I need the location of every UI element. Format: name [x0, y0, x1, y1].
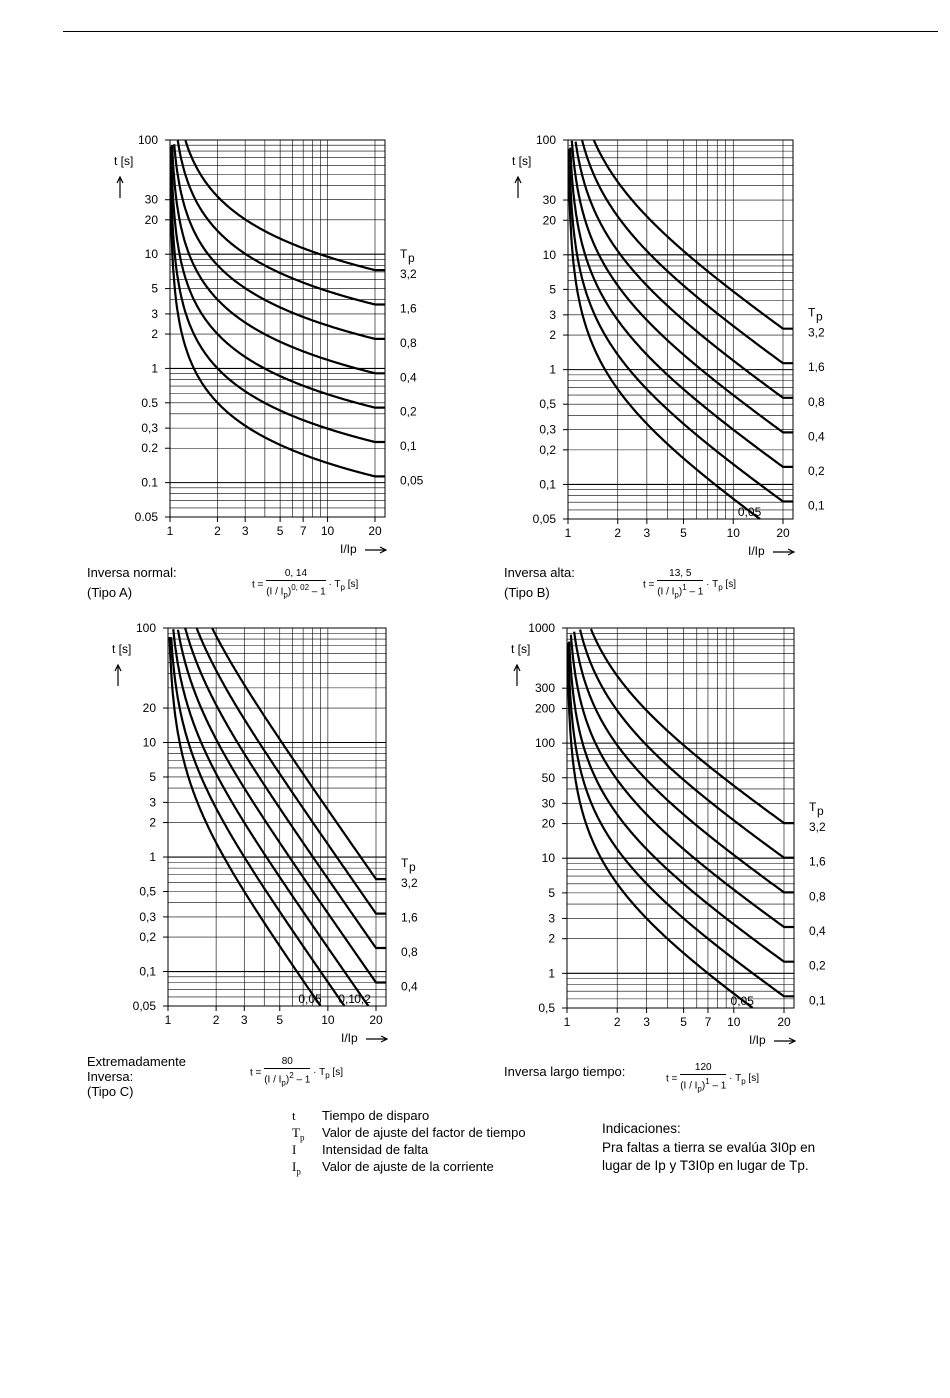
y-tick-label: 0,2 — [139, 930, 156, 945]
y-tick-label: 30 — [541, 796, 555, 811]
y-tick-label: 0,3 — [539, 422, 556, 437]
curve-tp-1,6 — [582, 140, 793, 363]
y-tick-label: 2 — [151, 327, 158, 342]
curve-tp-3,2 — [185, 141, 385, 271]
caption-line: Inversa largo tiempo: — [504, 1064, 626, 1079]
x-tick-label: 5 — [276, 1013, 284, 1027]
y-tick-label: 1 — [548, 966, 555, 981]
plot-frame — [170, 140, 385, 517]
y-tick-label: 100 — [135, 621, 156, 635]
tp-heading-sub: p — [409, 860, 416, 875]
y-tick-label: 0,05 — [132, 999, 156, 1013]
y-tick-label: 2 — [149, 815, 156, 830]
y-tick-label: 0,2 — [539, 442, 556, 457]
formula-numerator: 120 — [680, 1062, 726, 1075]
y-tick-label: 10 — [541, 851, 555, 866]
notes-title: Indicaciones: — [602, 1121, 681, 1136]
curve-tp-0,8 — [174, 144, 385, 339]
y-axis-arrow — [514, 665, 520, 686]
curve-label: 1,6 — [809, 854, 826, 869]
y-axis-arrow — [515, 177, 521, 198]
y-tick-label: 0,05 — [532, 512, 556, 526]
x-tick-label: 5 — [680, 1015, 687, 1029]
caption-line: Inversa alta: — [504, 565, 575, 580]
chart-tipo-a — [100, 128, 440, 558]
y-tick-label: 300 — [534, 681, 555, 696]
caption-tipo-a — [87, 563, 177, 603]
formula-tipo-c — [250, 1056, 343, 1089]
y-tick-label: 2 — [549, 328, 556, 343]
y-tick-label: 0.5 — [141, 395, 158, 410]
curve-tp-1,6 — [197, 628, 386, 914]
x-tick-label: 2 — [214, 524, 221, 538]
chart-tipo-c — [100, 616, 440, 1056]
y-tick-label: 10 — [144, 247, 158, 262]
y-tick-label: 1 — [549, 362, 556, 377]
legend-symbol: I — [292, 1142, 297, 1157]
y-tick-label: 0.2 — [141, 441, 158, 456]
curve-label: 0,2 — [354, 992, 371, 1006]
legend-symbol: $T_p$ — [292, 1125, 305, 1143]
formula-rhs: · $T_p$ [s] — [325, 579, 359, 593]
tp-heading: T — [809, 800, 817, 815]
curve-label: 1,6 — [401, 910, 418, 925]
curve-label: 0,4 — [808, 429, 825, 444]
curve-label: 0,4 — [400, 370, 417, 385]
curve-label: 0,2 — [809, 958, 826, 973]
formula-denominator: $(I / I_p)^1 - 1$ — [657, 583, 704, 600]
y-tick-label: 0,5 — [538, 1001, 555, 1015]
y-axis-label: t [s] — [512, 154, 532, 168]
y-tick-label: 50 — [541, 770, 555, 785]
notes-body: Pra faltas a tierra se evalúa 3I0p en lugar de Ip y T3I0p en lugar de Tp. — [602, 1139, 816, 1173]
tp-heading: T — [401, 856, 409, 871]
curve-label: 0,1 — [338, 992, 355, 1006]
x-axis-label: I/Ip — [749, 1033, 766, 1047]
x-tick-label: 1 — [563, 1015, 571, 1029]
y-tick-label: 10 — [542, 247, 556, 262]
y-tick-label: 20 — [144, 212, 158, 227]
formula-fraction — [657, 568, 703, 601]
x-tick-label: 10 — [321, 1013, 335, 1027]
curve-tp-0,1 — [171, 150, 385, 442]
y-tick-label: 2 — [548, 931, 555, 946]
x-tick-label: 2 — [614, 526, 622, 540]
tp-heading: T — [400, 247, 408, 262]
y-axis-arrow — [115, 665, 121, 686]
x-tick-label: 3 — [643, 526, 651, 540]
x-tick-label: 20 — [369, 1013, 383, 1027]
curve-label: 3,2 — [808, 325, 825, 340]
legend-description: Valor de ajuste de la corriente — [322, 1159, 494, 1174]
legend-description: Tiempo de disparo — [322, 1108, 430, 1123]
caption-tipo-b — [504, 563, 575, 603]
formula-numerator: 0, 14 — [266, 568, 326, 581]
curve-label: 1,6 — [400, 301, 417, 316]
x-tick-label: 3 — [240, 1013, 248, 1027]
curve-label: 0,1 — [809, 993, 826, 1008]
curve-tp-0,05 — [170, 637, 321, 1006]
y-tick-label: 30 — [144, 192, 158, 207]
y-tick-label: 5 — [149, 769, 156, 784]
curve-label: 0,8 — [808, 394, 825, 409]
curve-label: 3,2 — [400, 267, 417, 282]
tp-heading-sub: p — [408, 251, 415, 266]
curve-tp-3,2 — [591, 629, 794, 823]
x-tick-label: 1 — [166, 524, 174, 538]
y-tick-label: 30 — [542, 193, 556, 208]
curve-tp-0,2 — [173, 629, 368, 1006]
x-tick-label: 10 — [726, 526, 740, 540]
notes-box — [602, 1120, 842, 1176]
y-tick-label: 1000 — [528, 621, 555, 635]
curve-tp-0,05 — [171, 184, 385, 477]
curve-tp-0,1 — [171, 637, 344, 1006]
x-tick-label: 2 — [613, 1015, 621, 1029]
y-axis-arrow — [117, 177, 123, 198]
y-tick-label: 5 — [151, 281, 158, 296]
y-tick-label: 100 — [535, 133, 556, 147]
y-tick-label: 0,3 — [139, 909, 156, 924]
y-tick-label: 20 — [542, 213, 556, 228]
y-tick-label: 3 — [149, 795, 156, 810]
curve-label: 0,1 — [400, 439, 417, 454]
formula-fraction — [264, 1056, 310, 1089]
y-tick-label: 0,1 — [539, 477, 556, 492]
formula-largo-tiempo — [666, 1062, 759, 1095]
formula-denominator: $(I / I_p)^2 - 1$ — [264, 1071, 311, 1088]
y-tick-label: 0.1 — [141, 475, 158, 490]
curve-tp-0,8 — [574, 632, 794, 893]
y-tick-label: 5 — [548, 885, 555, 900]
formula-denominator: $(I / I_p)^1 - 1$ — [680, 1077, 727, 1094]
formula-numerator: 80 — [264, 1056, 310, 1069]
x-tick-label: 20 — [777, 1015, 791, 1029]
legend-symbol: t — [292, 1108, 296, 1123]
y-tick-label: 0.05 — [134, 510, 158, 524]
formula-tipo-b — [643, 568, 736, 601]
curve-label: 1,6 — [808, 360, 825, 375]
caption-line: Inversa normal: — [87, 565, 177, 580]
x-axis-label: I/Ip — [341, 1031, 358, 1045]
y-tick-label: 20 — [142, 701, 156, 716]
x-tick-label: 7 — [299, 524, 307, 538]
formula-numerator: 13, 5 — [657, 568, 703, 581]
x-tick-label: 10 — [727, 1015, 741, 1029]
curve-label: 0,05 — [298, 992, 322, 1006]
y-tick-label: 100 — [534, 736, 555, 751]
y-tick-label: 1 — [149, 850, 156, 865]
x-tick-label: 3 — [643, 1015, 650, 1029]
curve-label: 0,8 — [401, 945, 418, 960]
y-tick-label: 100 — [137, 133, 158, 147]
x-tick-label: 1 — [564, 526, 572, 540]
y-tick-label: 0,5 — [139, 884, 156, 899]
caption-largo-tiempo — [504, 1062, 625, 1082]
y-axis-label: t [s] — [511, 642, 531, 656]
curve-label: 0,8 — [809, 889, 826, 904]
curve-label: 0,2 — [400, 404, 417, 419]
legend-description: Valor de ajuste del factor de tiempo — [322, 1125, 526, 1140]
formula-tipo-a — [252, 568, 358, 601]
y-tick-label: 3 — [151, 306, 158, 321]
y-tick-label: 0,1 — [139, 964, 156, 979]
formula-lhs: t = — [643, 579, 658, 591]
curve-label: 0,1 — [808, 498, 825, 513]
x-tick-label: 20 — [776, 526, 790, 540]
formula-lhs: t = — [252, 579, 267, 591]
y-tick-label: 5 — [549, 282, 556, 297]
formula-denominator: $(I / I_p)^{0, 02} - 1$ — [266, 583, 326, 600]
chart-largo-tiempo — [500, 616, 840, 1056]
curve-label: 0,2 — [808, 463, 825, 478]
formula-fraction — [680, 1062, 726, 1095]
y-tick-label: 10 — [142, 735, 156, 750]
curve-label: 0,8 — [400, 335, 417, 350]
x-axis-arrow — [774, 1038, 795, 1044]
caption-tipo-c — [87, 1054, 186, 1099]
y-axis-label: t [s] — [114, 154, 134, 168]
legend-description: Intensidad de falta — [322, 1142, 429, 1157]
x-axis-arrow — [773, 549, 794, 555]
page-top-rule — [63, 31, 938, 32]
x-tick-label: 3 — [241, 524, 249, 538]
tp-heading-sub: p — [816, 309, 823, 324]
x-axis-arrow — [366, 1036, 387, 1042]
y-tick-label: 200 — [534, 701, 555, 716]
formula-rhs: · $T_p$ [s] — [726, 1073, 759, 1087]
y-tick-label: 0,3 — [141, 421, 158, 436]
x-axis-arrow — [365, 547, 386, 553]
y-tick-label: 20 — [541, 816, 555, 831]
caption-line: Inversa: — [87, 1069, 134, 1084]
y-tick-label: 3 — [549, 307, 556, 322]
y-tick-label: 1 — [151, 361, 158, 376]
y-tick-label: 0,5 — [539, 397, 556, 412]
legend-symbol: $I_p$ — [292, 1159, 301, 1177]
caption-line: (Tipo C) — [87, 1084, 134, 1099]
x-tick-label: 1 — [164, 1013, 172, 1027]
curve-label: 3,2 — [401, 876, 418, 891]
y-axis-label: t [s] — [112, 642, 132, 656]
curve-label: 0,05 — [737, 505, 762, 519]
tp-heading: T — [808, 305, 816, 320]
curve-label: 0,05 — [730, 994, 754, 1008]
x-tick-label: 5 — [276, 524, 284, 538]
formula-rhs: · $T_p$ [s] — [703, 579, 736, 593]
x-tick-label: 5 — [680, 526, 687, 540]
x-axis-label: I/Ip — [748, 544, 765, 558]
x-tick-label: 10 — [320, 524, 335, 538]
y-tick-label: 3 — [548, 911, 555, 926]
x-tick-label: 2 — [212, 1013, 220, 1027]
x-tick-label: 20 — [368, 524, 382, 538]
tp-heading-sub: p — [817, 804, 824, 819]
curve-label: 0,05 — [400, 473, 424, 488]
formula-lhs: t = — [666, 1073, 681, 1085]
formula-rhs: · $T_p$ [s] — [310, 1067, 343, 1081]
curve-label: 3,2 — [809, 820, 826, 835]
caption-line: Extremadamente — [87, 1054, 186, 1069]
curve-tp-0,4 — [178, 630, 386, 983]
x-tick-label: 7 — [704, 1015, 712, 1029]
curve-label: 0,4 — [401, 979, 418, 994]
formula-fraction — [266, 568, 326, 601]
caption-line: (Tipo A) — [87, 585, 133, 600]
caption-line: (Tipo B) — [504, 585, 550, 600]
x-axis-label: I/Ip — [340, 542, 357, 556]
chart-tipo-b — [500, 128, 840, 558]
curve-label: 0,4 — [809, 924, 826, 939]
formula-lhs: t = — [250, 1067, 265, 1079]
